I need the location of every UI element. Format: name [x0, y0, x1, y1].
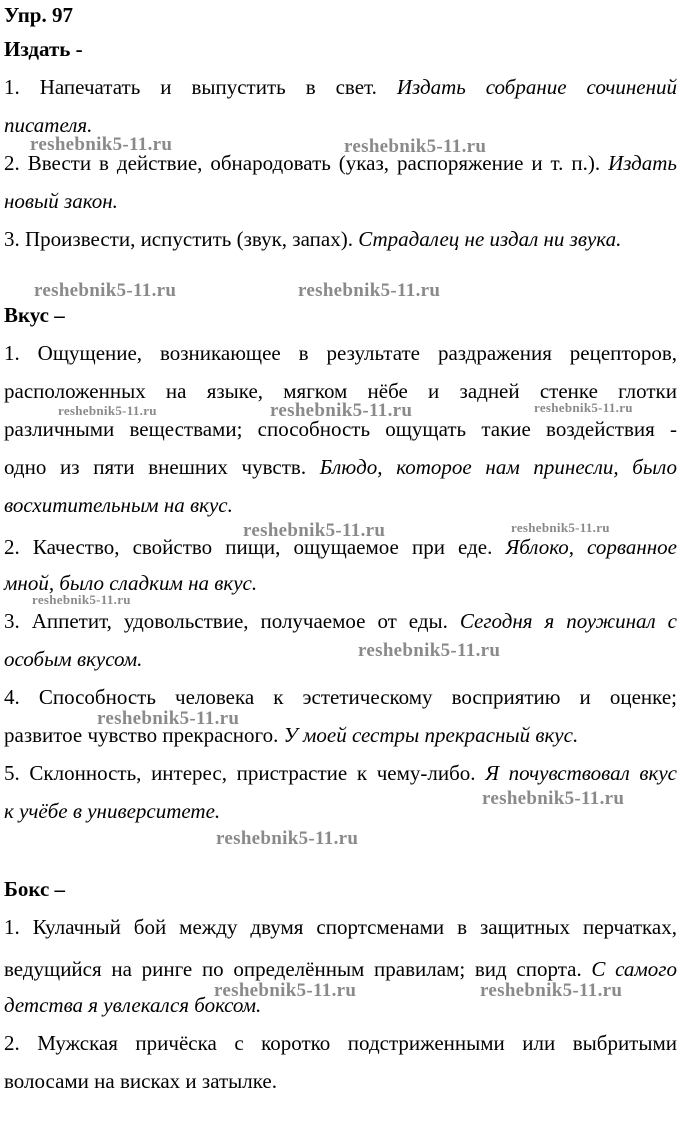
- watermark: reshebnik5-11.ru: [32, 592, 131, 607]
- example-text: детства я увлекался боксом.: [4, 993, 262, 1017]
- example-text: Яблоко, сорванное: [505, 535, 677, 559]
- definition-text: 2. Качество, свойство пищи, ощущаемое при еде.: [4, 535, 506, 559]
- watermark: reshebnik5-11.ru: [270, 400, 413, 421]
- watermark: reshebnik5-11.ru: [511, 520, 610, 535]
- definition-text: 2. Ввести в действие, обнародовать (указ, распоряжение и т. п.).: [4, 151, 609, 175]
- word-heading-vkus: Вкус –: [4, 303, 65, 327]
- exercise-title: Упр. 97: [4, 3, 73, 27]
- example-text: Сегодня я поужинал с: [459, 609, 677, 633]
- watermark: reshebnik5-11.ru: [30, 134, 173, 155]
- example-text: к учёбе в университете.: [4, 799, 221, 823]
- definition-text: 5. Склонность, интерес, пристрастие к чему-либо.: [4, 761, 486, 785]
- definition-line: [4, 1030, 677, 1056]
- watermark: reshebnik5-11.ru: [482, 788, 625, 809]
- definition-line: [4, 188, 677, 214]
- definition-line: [4, 684, 677, 710]
- example-text: особым вкусом.: [4, 647, 143, 671]
- example-text: Я почувствовал вкус: [485, 761, 677, 785]
- definition-text: 3. Произвести, испустить (звук, запах).: [4, 227, 359, 251]
- watermark: reshebnik5-11.ru: [358, 640, 501, 661]
- definition-text: ведущийся на ринге по определённым правилам; вид спорта.: [4, 957, 592, 981]
- watermark: reshebnik5-11.ru: [97, 708, 240, 729]
- definition-text: различными веществами; способность ощущать такие воздействия -: [4, 417, 677, 441]
- watermark: reshebnik5-11.ru: [214, 980, 357, 1001]
- watermark: reshebnik5-11.ru: [298, 280, 441, 301]
- example-text: Страдалец не издал ни звука.: [358, 227, 622, 251]
- definition-text: 1. Кулачный бой между двумя спортсменами в защитных перчатках,: [4, 915, 677, 939]
- definition-line: [4, 74, 677, 100]
- definition-line: [4, 608, 677, 634]
- definition-text: 1. Напечатать и выпустить в свет.: [4, 75, 397, 99]
- example-text: Блюдо, которое нам принесли, было: [319, 455, 677, 479]
- word-heading-boks: Бокс –: [4, 877, 66, 901]
- example-text: писателя.: [4, 113, 93, 137]
- watermark: reshebnik5-11.ru: [344, 136, 487, 157]
- watermark: reshebnik5-11.ru: [216, 828, 359, 849]
- definition-text: 2. Мужская причёска с коротко подстриженными или выбритыми: [4, 1031, 677, 1055]
- definition-line: [4, 646, 677, 672]
- example-text: Издать: [608, 151, 677, 175]
- example-text: У моей сестры прекрасный вкус.: [283, 723, 579, 747]
- definition-line: [4, 492, 677, 518]
- definition-line: [4, 914, 677, 940]
- example-text: восхитительным на вкус.: [4, 493, 233, 517]
- definition-text: волосами на висках и затылке.: [4, 1069, 277, 1093]
- example-text: С самого: [591, 957, 677, 981]
- watermark: reshebnik5-11.ru: [480, 980, 623, 1001]
- watermark: reshebnik5-11.ru: [34, 280, 177, 301]
- definition-text: 1. Ощущение, возникающее в результате раздражения рецепторов,: [4, 341, 677, 365]
- definition-text: развитое чувство прекрасного.: [4, 723, 284, 747]
- example-text: Издать собрание сочинений: [396, 75, 677, 99]
- definition-line: [4, 760, 677, 786]
- word-heading-izdat: Издать -: [4, 37, 83, 61]
- watermark: reshebnik5-11.ru: [243, 520, 386, 541]
- watermark: reshebnik5-11.ru: [58, 403, 157, 418]
- definition-line: [4, 1068, 677, 1094]
- definition-line: [4, 956, 677, 982]
- watermark: reshebnik5-11.ru: [534, 400, 633, 415]
- definition-line: [4, 454, 677, 480]
- definition-line: [4, 340, 677, 366]
- example-text: мной, было сладким на вкус.: [4, 571, 258, 595]
- definition-text: одно из пяти внешних чувств.: [4, 455, 320, 479]
- example-text: новый закон.: [4, 189, 118, 213]
- definition-text: 4. Способность человека к эстетическому восприятию и оценке;: [4, 685, 677, 709]
- definition-line: [4, 226, 677, 252]
- definition-text: 3. Аппетит, удовольствие, получаемое от еды.: [4, 609, 460, 633]
- definition-text: расположенных на языке, мягком нёбе и задней стенке глотки: [4, 379, 677, 403]
